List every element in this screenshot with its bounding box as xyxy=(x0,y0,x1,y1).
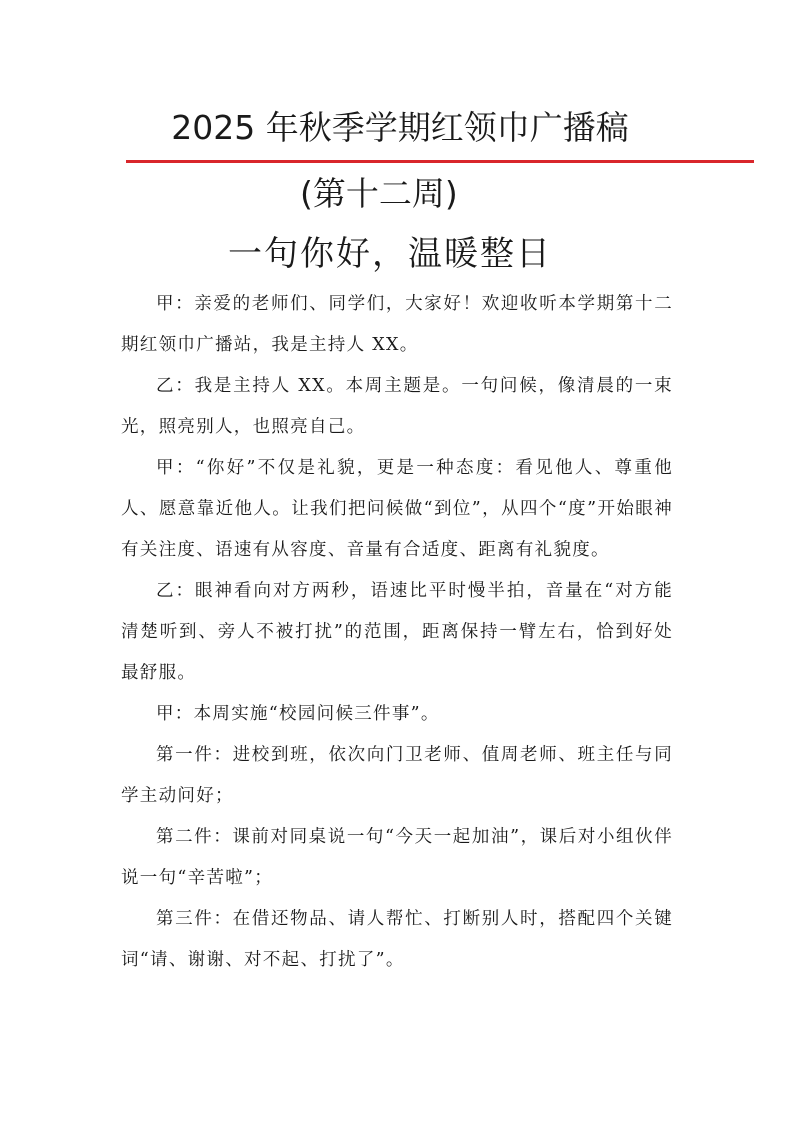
paragraph-3-text-a: 甲：“你好”不仅是礼貌，更是一种态度：看见他人、尊重他人、愿意靠近他人。让我们把问候做“到位”，从四个“度”开始眼神有 xyxy=(121,458,673,560)
paragraph-5: 甲：本周实施“校园问候三件事”。 xyxy=(156,704,440,724)
keyword-attention: 关注度 xyxy=(139,540,197,560)
paragraph-3-text-e: 。 xyxy=(591,540,610,560)
paragraph-3 xyxy=(121,448,673,571)
paragraph-2: 乙：我是主持人 XX。本周主题是。一句问候，像清晨的一束光，照亮别人，也照亮自己。 xyxy=(121,376,673,437)
paragraph-7: 第二件：课前对同桌说一句“今天一起加油”，课后对小组伙伴说一句“辛苦啦”； xyxy=(121,827,673,888)
paragraph-4: 乙：眼神看向对方两秒，语速比平时慢半拍，音量在“对方能清楚听到、旁人不被打扰”的范围，距离保持一臂左右，恰到好处最舒服。 xyxy=(121,581,673,683)
keyword-composure: 从容度 xyxy=(271,540,328,560)
theme-heading: 一句你好，温暖整日 xyxy=(228,234,552,274)
paragraph-1: 甲：亲爱的老师们、同学们，大家好！欢迎收听本学期第十二期红领巾广播站，我是主持人 XX。 xyxy=(121,294,673,355)
paragraph-3-text-c: 、音量有 xyxy=(327,540,404,560)
paragraph-6: 第一件：进校到班，依次向门卫老师、值周老师、班主任与同学主动问好； xyxy=(121,745,673,806)
paragraph-3-text-d: 、距离有 xyxy=(459,540,535,560)
document-subtitle: (第十二周) xyxy=(300,174,458,213)
document-body xyxy=(121,284,673,981)
keyword-courtesy: 礼貌度 xyxy=(534,540,592,560)
paragraph-8: 第三件：在借还物品、请人帮忙、打断别人时，搭配四个关键词“请、谢谢、对不起、打扰了”。 xyxy=(121,909,673,970)
document-title: 2025 年秋季学期红领巾广播稿 xyxy=(171,108,629,147)
keyword-volume: 合适度 xyxy=(403,540,460,560)
paragraph-3-text-b: 、语速有 xyxy=(196,540,272,560)
title-underline xyxy=(126,160,754,163)
